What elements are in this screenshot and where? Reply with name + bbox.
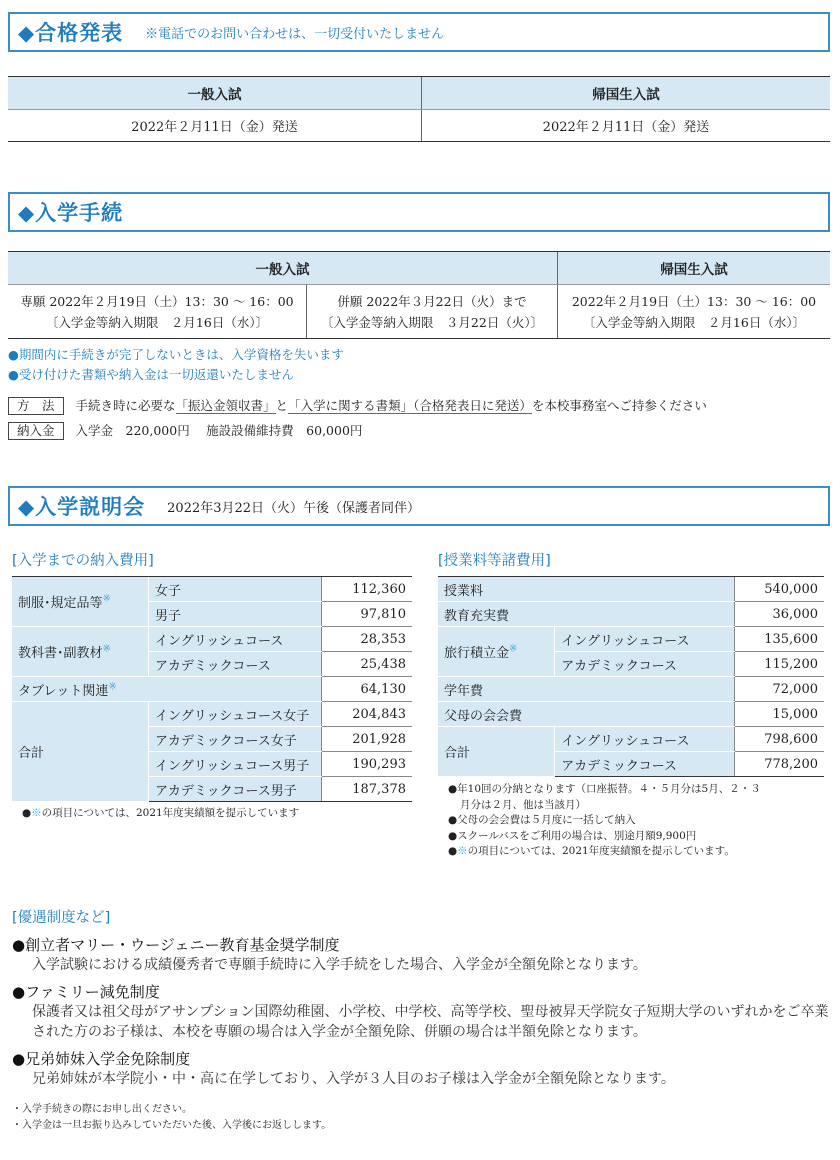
fee-value: 204,843 bbox=[322, 702, 413, 727]
pass-announcement-note: ※電話でのお問い合わせは、一切受付いたしません bbox=[145, 26, 445, 42]
preferential-heading-family: ●ファミリー減免制度 bbox=[12, 983, 160, 1001]
fee-group-grade: 学年費 bbox=[438, 677, 734, 702]
method-text-a: 手続き時に必要な bbox=[75, 398, 176, 413]
fees-right-note-last bbox=[448, 844, 828, 860]
fee-sub-label: イングリッシュコース bbox=[555, 627, 735, 652]
fee-sub-label: アカデミックコース女子 bbox=[149, 727, 322, 752]
pass-date-general: 2022年２月11日（金）発送 bbox=[8, 110, 422, 142]
payment-text: 入学金 220,000円 施設設備維持費 60,000円 bbox=[75, 423, 363, 438]
admission-note-1: ●期間内に手続きが完了しないときは、入学資格を失います bbox=[8, 347, 344, 362]
fee-value: 190,293 bbox=[322, 752, 413, 777]
fee-group-enrichment: 教育充実費 bbox=[438, 602, 734, 627]
fees-right-title: [授業料等諸費用] bbox=[438, 553, 551, 569]
preferential-heading-sibling: ●兄弟姉妹入学金免除制度 bbox=[12, 1050, 191, 1068]
fee-value: 72,000 bbox=[734, 677, 824, 702]
asterisk-mark: ※ bbox=[102, 643, 111, 655]
fee-sub-label: アカデミックコース bbox=[555, 752, 735, 777]
asterisk-mark: ※ bbox=[31, 807, 42, 819]
bullet: ● bbox=[448, 845, 458, 857]
fee-sub-label: イングリッシュコース男子 bbox=[149, 752, 322, 777]
asterisk-mark: ※ bbox=[509, 643, 518, 655]
fee-group-pta: 父母の会会費 bbox=[438, 702, 734, 727]
fees-left-note-text: の項目については、2021年度実績額を提示しています bbox=[41, 807, 300, 819]
pass-announcement-header bbox=[8, 12, 830, 52]
preferential-list bbox=[12, 934, 830, 1089]
fee-group-uniform bbox=[12, 577, 149, 627]
fee-group-travel-label: 旅行積立金 bbox=[444, 646, 510, 661]
fee-sub-label: イングリッシュコース女子 bbox=[149, 702, 322, 727]
admission-cell-heigan bbox=[307, 285, 558, 339]
preferential-title: [優遇制度など] bbox=[12, 910, 111, 926]
bullet: ● bbox=[22, 807, 32, 819]
fee-value: 115,200 bbox=[734, 652, 824, 677]
fee-value: 36,000 bbox=[734, 602, 824, 627]
fee-value: 64,130 bbox=[322, 677, 413, 702]
fee-sub-label: 女子 bbox=[149, 577, 322, 602]
admission-header-general: 一般入試 bbox=[8, 252, 558, 285]
payment-row bbox=[8, 421, 362, 440]
asterisk-mark: ※ bbox=[102, 593, 111, 605]
admission-sengan-date: 専願 2022年２月19日（土）13：30 〜 16：00 bbox=[20, 293, 294, 309]
preferential-body-scholarship: 入学試験における成績優秀者で専願手続時に入学手続をした場合、入学金が全額免除となります。 bbox=[32, 957, 647, 973]
admission-note-2: ●受け付けた書類や納入金は一切返還いたしません bbox=[8, 367, 294, 382]
method-text-receipt: 「振込金領収書」 bbox=[175, 398, 276, 413]
asterisk-mark: ※ bbox=[108, 681, 117, 693]
fees-right-table bbox=[438, 576, 824, 777]
preferential-footnotes bbox=[12, 1102, 331, 1134]
fee-group-uniform-label: 制服･規定品等 bbox=[18, 596, 103, 611]
fee-group-total: 合計 bbox=[438, 727, 555, 777]
pass-date-returnee: 2022年２月11日（金）発送 bbox=[422, 110, 831, 142]
fee-group-textbooks bbox=[12, 627, 149, 677]
pass-header-returnee: 帰国生入試 bbox=[422, 77, 831, 110]
admission-procedure-header bbox=[8, 192, 830, 232]
fee-sub-label: イングリッシュコース bbox=[555, 727, 735, 752]
fee-sub-label: アカデミックコース bbox=[555, 652, 735, 677]
asterisk-mark: ※ bbox=[457, 845, 468, 857]
fees-right-notes bbox=[448, 782, 828, 860]
fee-sub-label: 男子 bbox=[149, 602, 322, 627]
preferential-heading-scholarship: ●創立者マリー・ウージェニー教育基金奨学制度 bbox=[12, 936, 340, 954]
admission-returnee-deadline: 〔入学金等納入期限 ２月16日（水）〕 bbox=[582, 314, 806, 330]
admission-heigan-deadline: 〔入学金等納入期限 ３月22日（火）〕 bbox=[320, 314, 544, 330]
admission-sengan-deadline: 〔入学金等納入期限 ２月16日（水）〕 bbox=[45, 314, 269, 330]
fees-right-note: 月分は２月、他は当該月） bbox=[460, 798, 586, 811]
admission-cell-returnee bbox=[558, 285, 831, 339]
fee-value: 201,928 bbox=[322, 727, 413, 752]
admission-cell-sengan bbox=[8, 285, 307, 339]
preferential-footnote: ・入学手続きの際にお申し出ください。 bbox=[12, 1104, 192, 1115]
fee-value: 778,200 bbox=[734, 752, 824, 777]
fee-sub-label: アカデミックコース男子 bbox=[149, 777, 322, 802]
admission-returnee-date: 2022年２月19日（土）13：30 〜 16：00 bbox=[571, 293, 817, 309]
method-text-e: を本校事務室へご持参ください bbox=[531, 398, 707, 413]
fee-group-tablet bbox=[12, 677, 322, 702]
method-text-c: と bbox=[275, 398, 289, 413]
fees-right-note: ●父母の会会費は５月度に一括して納入 bbox=[448, 814, 636, 826]
fee-value: 25,438 bbox=[322, 652, 413, 677]
payment-label: 納入金 bbox=[8, 422, 64, 440]
admission-procedure-title: ◆入学手続 bbox=[18, 201, 124, 225]
fees-left-note bbox=[22, 806, 299, 822]
fee-group-tablet-label: タブレット関連 bbox=[18, 683, 109, 699]
fee-value: 97,810 bbox=[322, 602, 413, 627]
fee-group-travel bbox=[438, 627, 555, 677]
briefing-title: ◆入学説明会 bbox=[18, 495, 146, 519]
preferential-body-sibling: 兄弟姉妹が本学院小・中・高に在学しており、入学が３人目のお子様は入学金が全額免除となります。 bbox=[32, 1071, 675, 1087]
method-row bbox=[8, 396, 707, 415]
fees-right-note: ●年10回の分納となります（口座振替。４・５月分は5月、２・３ bbox=[448, 783, 761, 795]
fee-sub-label: イングリッシュコース bbox=[149, 627, 322, 652]
pass-announcement-title: ◆合格発表 bbox=[18, 21, 124, 45]
fee-group-total: 合計 bbox=[12, 702, 149, 802]
admission-table bbox=[8, 251, 830, 339]
admission-heigan-date: 併願 2022年３月22日（火）まで bbox=[337, 293, 527, 309]
fee-value: 112,360 bbox=[322, 577, 413, 602]
fee-value: 135,600 bbox=[734, 627, 824, 652]
fee-sub-label: アカデミックコース bbox=[149, 652, 322, 677]
fees-right-note: ●スクールバスをご利用の場合は、別途月額9,900円 bbox=[448, 829, 697, 842]
method-label: 方 法 bbox=[8, 397, 64, 415]
fee-value: 187,378 bbox=[322, 777, 413, 802]
briefing-date: 2022年3月22日（火）午後（保護者同伴） bbox=[167, 500, 421, 516]
preferential-footnote: ・入学金は一旦お振り込みしていただいた後、入学後にお返しします。 bbox=[12, 1120, 332, 1131]
fee-value: 28,353 bbox=[322, 627, 413, 652]
preferential-body-family: 保護者又は祖父母がアサンプション国際幼稚園、小学校、中学校、高等学校、聖母被昇天学院女子短期大学のいずれかをご卒業された方のお子様は、本校を専願の場合は入学金が全額免除、併願の場合は半額免除となります。 bbox=[32, 1004, 829, 1040]
pass-header-general: 一般入試 bbox=[8, 77, 422, 110]
fees-left-table bbox=[12, 576, 412, 802]
pass-table bbox=[8, 76, 830, 142]
fee-group-tuition: 授業料 bbox=[438, 577, 734, 602]
fee-value: 540,000 bbox=[734, 577, 824, 602]
fee-value: 798,600 bbox=[734, 727, 824, 752]
briefing-header bbox=[8, 486, 830, 526]
method-text-documents: 「入学に関する書類」（合格発表日に発送） bbox=[288, 398, 532, 413]
fee-group-textbooks-label: 教科書･副教材 bbox=[18, 646, 103, 661]
admission-header-returnee: 帰国生入試 bbox=[558, 252, 831, 285]
admission-notes bbox=[8, 345, 344, 385]
fee-value: 15,000 bbox=[734, 702, 824, 727]
fees-right-note-text: の項目については、2021年度実績額を提示しています。 bbox=[467, 845, 735, 857]
fees-left-title: [入学までの納入費用] bbox=[12, 553, 154, 569]
